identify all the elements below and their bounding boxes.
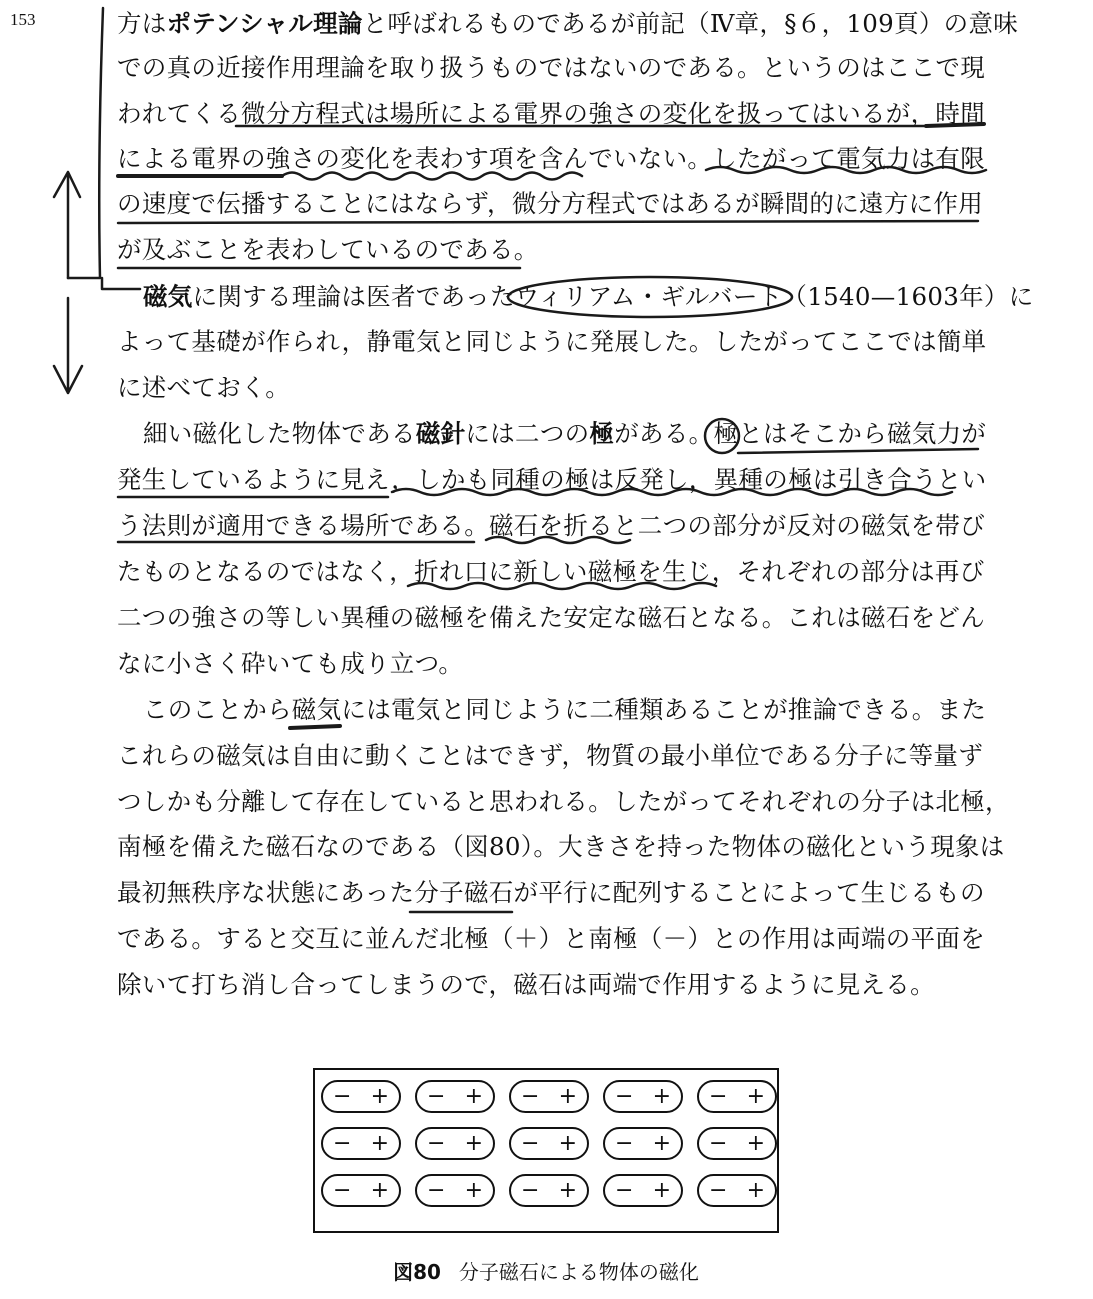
plus-pole: +	[464, 1083, 483, 1109]
molecular-magnet	[603, 1080, 683, 1113]
plus-pole: +	[746, 1083, 765, 1109]
plus-pole: +	[370, 1177, 389, 1203]
text-run: このことから磁気には電気と同じように二種類あることが推論できる。また	[143, 695, 987, 724]
text-line	[117, 4, 1019, 44]
molecular-magnet	[697, 1080, 777, 1113]
figure-caption	[313, 1256, 779, 1285]
text-run: なに小さく砕いても成り立つ。	[117, 649, 464, 678]
text-line	[117, 230, 982, 270]
plus-pole: +	[558, 1177, 577, 1203]
minus-pole: −	[427, 1177, 446, 1203]
text-run: よって基礎が作られ，静電気と同じように発展した。したがってここでは簡単	[117, 327, 987, 356]
text-run: での真の近接作用理論を取り扱うものではないのである。というのはここで現	[117, 53, 985, 82]
text-line	[117, 139, 985, 179]
plus-pole: +	[558, 1083, 577, 1109]
minus-pole: −	[709, 1083, 728, 1109]
molecular-magnet	[415, 1174, 495, 1207]
text-line	[117, 873, 985, 913]
text-line	[117, 782, 1010, 822]
minus-pole: −	[333, 1130, 352, 1156]
plus-pole: +	[746, 1130, 765, 1156]
text-run: つしかも分離して存在していると思われる。したがってそれぞれの分子は北極，	[117, 787, 1010, 816]
minus-pole: −	[333, 1083, 352, 1109]
text-run: 細い磁化した物体である	[143, 419, 416, 448]
text-run: 発生しているように見え，しかも同種の極は反発し，異種の極は引き合うとい	[117, 465, 987, 494]
minus-pole: −	[333, 1177, 352, 1203]
text-line	[117, 94, 985, 134]
molecular-magnet	[697, 1127, 777, 1160]
margin-bracket	[68, 8, 103, 278]
text-line	[117, 827, 1005, 867]
text-line	[117, 598, 985, 638]
minus-pole: −	[427, 1130, 446, 1156]
plus-pole: +	[370, 1130, 389, 1156]
text-run: 二つの強さの等しい異種の磁極を備えた安定な磁石となる。これは磁石をどん	[117, 603, 985, 632]
minus-pole: −	[615, 1083, 634, 1109]
magnet-grid	[321, 1080, 771, 1207]
text-line	[117, 965, 982, 1005]
molecular-magnet	[321, 1127, 401, 1160]
text-run: う法則が適用できる場所である。磁石を折ると二つの部分が反対の磁気を帯び	[117, 511, 985, 540]
text-run: と呼ばれるものであるが前記（Ⅳ章，§６，109頁）の意味	[362, 9, 1019, 38]
figure-label: 図80	[393, 1260, 441, 1284]
bold-term: 極	[589, 419, 615, 448]
molecular-magnet	[415, 1080, 495, 1113]
minus-pole: −	[521, 1177, 540, 1203]
molecular-magnet	[603, 1174, 683, 1207]
plus-pole: +	[652, 1130, 671, 1156]
text-line	[117, 277, 1034, 317]
arrow-up-icon	[54, 172, 80, 278]
minus-pole: −	[709, 1177, 728, 1203]
molecular-magnet	[321, 1080, 401, 1113]
minus-pole: −	[709, 1130, 728, 1156]
text-line	[117, 460, 987, 500]
text-run: われてくる微分方程式は場所による電界の強さの変化を扱ってはいるが，時間	[117, 99, 985, 128]
plus-pole: +	[746, 1177, 765, 1203]
text-line	[117, 690, 987, 730]
text-line	[117, 919, 985, 959]
minus-pole: −	[427, 1083, 446, 1109]
text-line	[117, 48, 985, 88]
text-run: が及ぶことを表わしているのである。	[117, 235, 539, 264]
bold-term: ポテンシャル理論	[166, 9, 363, 38]
molecular-magnet	[509, 1080, 589, 1113]
text-run: これらの磁気は自由に動くことはできず，物質の最小単位である分子に等量ず	[117, 741, 984, 770]
text-run: 最初無秩序な状態にあった分子磁石が平行に配列することによって生じるもの	[117, 878, 985, 907]
text-run: 方は	[117, 9, 167, 38]
arrow-down-icon	[54, 298, 82, 393]
figure-80	[313, 1068, 779, 1233]
bold-term: 磁針	[415, 419, 466, 448]
molecular-magnet	[509, 1174, 589, 1207]
plus-pole: +	[464, 1130, 483, 1156]
text-run: 南極を備えた磁石なのである（図80）。大きさを持った物体の磁化という現象は	[117, 832, 1005, 861]
text-run: である。すると交互に並んだ北極（＋）と南極（－）との作用は両端の平面を	[117, 924, 985, 953]
text-run: 除いて打ち消し合ってしまうので，磁石は両端で作用するように見える。	[117, 970, 935, 999]
text-line	[117, 368, 982, 408]
text-line	[117, 644, 982, 684]
text-run: による電界の強さの変化を表わす項を含んでいない。したがって電気力は有限	[117, 144, 985, 173]
minus-pole: −	[521, 1130, 540, 1156]
text-run: に述べておく。	[117, 373, 291, 402]
molecular-magnet	[415, 1127, 495, 1160]
figure-caption-text: 分子磁石による物体の磁化	[458, 1260, 699, 1284]
molecular-magnet	[603, 1127, 683, 1160]
text-run: たものとなるのではなく，折れ口に新しい磁極を生じ，それぞれの部分は再び	[117, 557, 985, 586]
text-run: がある。極とはそこから磁気力が	[614, 419, 987, 448]
plus-pole: +	[370, 1083, 389, 1109]
plus-pole: +	[652, 1083, 671, 1109]
text-line	[117, 506, 985, 546]
text-line	[117, 552, 985, 592]
text-line	[117, 184, 982, 224]
minus-pole: −	[615, 1177, 634, 1203]
minus-pole: −	[615, 1130, 634, 1156]
text-run: の速度で伝播することにはならず，微分方程式ではあるが瞬間的に遠方に作用	[117, 189, 984, 218]
text-run: には二つの	[465, 419, 590, 448]
text-line	[117, 322, 987, 362]
text-line	[117, 736, 982, 776]
bold-term: 磁気	[143, 282, 193, 311]
molecular-magnet	[321, 1174, 401, 1207]
page-number: 153	[10, 10, 36, 29]
text-line	[117, 414, 987, 454]
plus-pole: +	[464, 1177, 483, 1203]
plus-pole: +	[652, 1177, 671, 1203]
text-run: に関する理論は医者であったウィリアム・ギルバート（1540—1603年）に	[192, 282, 1034, 311]
plus-pole: +	[558, 1130, 577, 1156]
molecular-magnet	[509, 1127, 589, 1160]
minus-pole: −	[521, 1083, 540, 1109]
molecular-magnet	[697, 1174, 777, 1207]
